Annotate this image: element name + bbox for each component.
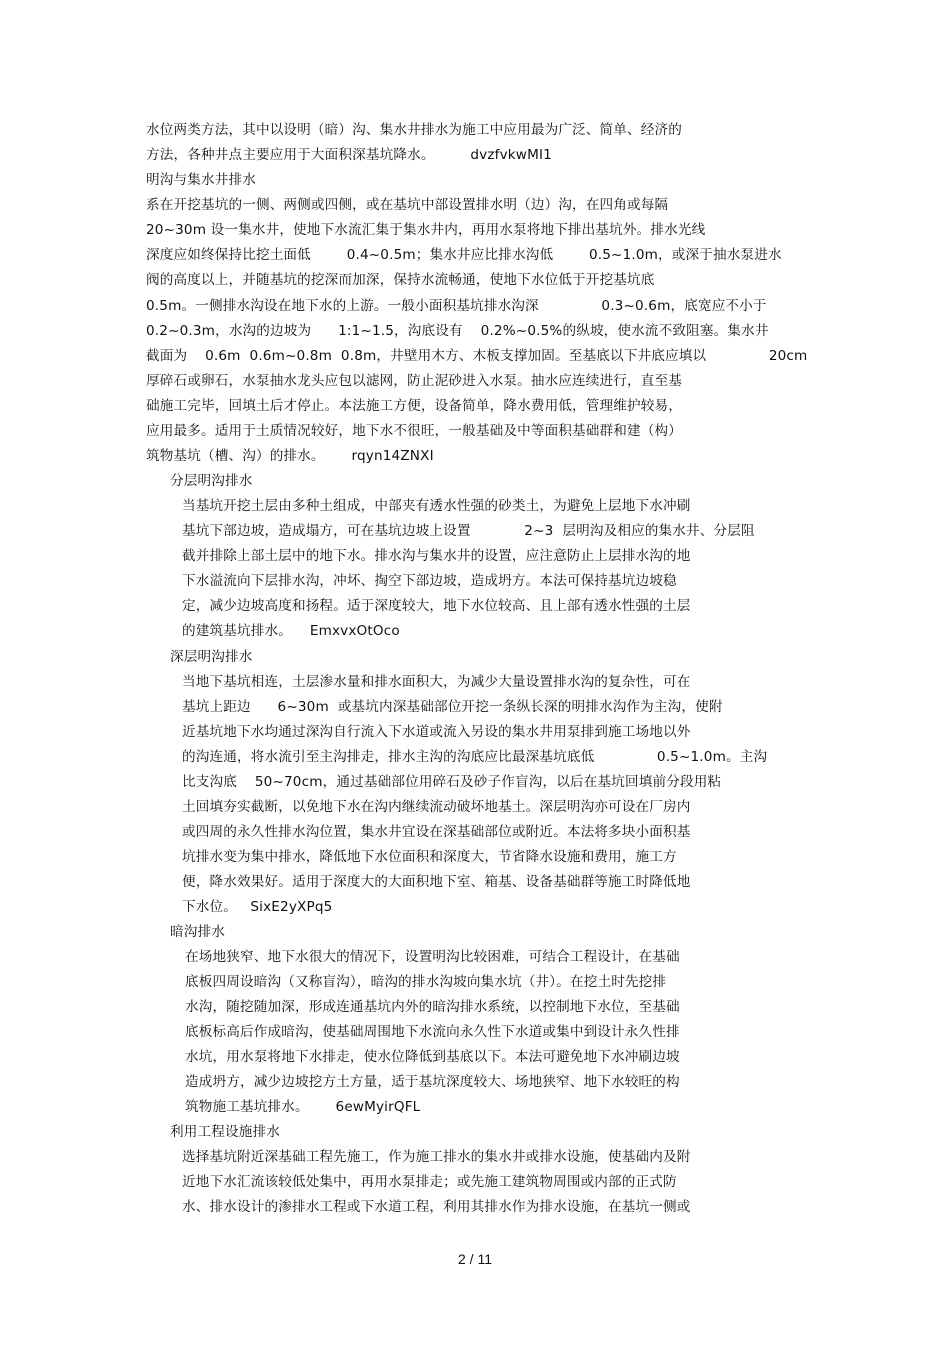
text-line: 阀的高度以上，并随基坑的挖深而加深，保持水流畅通，使地下水位低于开挖基坑底	[146, 272, 655, 288]
page-number: 2 / 11	[458, 1251, 492, 1267]
text-line: 应用最多。适用于土质情况较好，地下水不很旺，一般基础及中等面积基础群和建（构）	[146, 423, 683, 439]
text-line: 筑物施工基坑排水。 6ewMyirQFL	[185, 1099, 421, 1115]
text-line: 水沟，随挖随加深，形成连通基坑内外的暗沟排水系统，以控制地下水位，至基础	[185, 999, 680, 1015]
text-line: 的建筑基坑排水。 EmxvxOtOco	[182, 623, 400, 639]
text-line: 当基坑开挖土层由多种土组成，中部夹有透水性强的砂类土，为避免上层地下水冲刷	[182, 498, 691, 514]
section-heading: 明沟与集水井排水	[146, 172, 256, 188]
text-line: 截面为 0.6m 0.6m~0.8m 0.8m，井壁用木方、木板支撑加固。至基底以下井底应填以 20cm	[146, 348, 808, 364]
text-line: 0.5m。一侧排水沟设在地下水的上游。一般小面积基坑排水沟深 0.3~0.6m，底宽应不小于	[146, 298, 767, 314]
text-line: 方法，各种井点主要应用于大面积深基坑降水。 dvzfvkwMI1	[146, 147, 552, 163]
text-line: 底板四周设暗沟（又称盲沟），暗沟的排水沟坡向集水坑（井）。在挖土时先挖排	[185, 974, 667, 990]
text-line: 深度应如终保持比挖土面低 0.4~0.5m；集水井应比排水沟低 0.5~1.0m，或深于抽水泵进水	[146, 247, 782, 263]
text-line: 便，降水效果好。适用于深度大的大面积地下室、箱基、设备基础群等施工时降低地	[182, 874, 691, 890]
text-line: 下水溢流向下层排水沟，冲坏、掏空下部边坡，造成坍方。本法可保持基坑边坡稳	[182, 573, 677, 589]
text-line: 基坑上距边 6~30m 或基坑内深基础部位开挖一条纵长深的明排水沟作为主沟，使附	[182, 699, 723, 715]
text-line: 下水位。 SixE2yXPq5	[182, 899, 333, 915]
text-line: 基坑下部边坡，造成塌方，可在基坑边坡上设置 2~3 层明沟及相应的集水井、分层阻	[182, 523, 755, 539]
text-line: 定，减少边坡高度和扬程。适于深度较大，地下水位较高、且上部有透水性强的土层	[182, 598, 691, 614]
text-line: 比支沟底 50~70cm，通过基础部位用碎石及砂子作盲沟，以后在基坑回填前分段用粘	[182, 774, 722, 790]
text-line: 水位两类方法，其中以设明（暗）沟、集水井排水为施工中应用最为广泛、简单、经济的	[146, 122, 683, 138]
section-heading: 深层明沟排水	[170, 649, 253, 665]
text-line: 系在开挖基坑的一侧、两侧或四侧，或在基坑中部设置排水明（边）沟，在四角或每隔	[146, 197, 669, 213]
text-line: 近基坑地下水均通过深沟自行流入下水道或流入另设的集水井用泵排到施工场地以外	[182, 724, 691, 740]
text-line: 0.2~0.3m，水沟的边坡为 1:1~1.5，沟底设有 0.2%~0.5%的纵坡，使水流不致阻塞。集水井	[146, 323, 769, 339]
section-heading: 暗沟排水	[170, 924, 225, 940]
text-line: 在场地狭窄、地下水很大的情况下，设置明沟比较困难，可结合工程设计，在基础	[185, 949, 680, 965]
text-line: 坑排水变为集中排水，降低地下水位面积和深度大，节省降水设施和费用，施工方	[182, 849, 677, 865]
text-line: 近地下水汇流该较低处集中，再用水泵排走；或先施工建筑物周围或内部的正式防	[182, 1174, 677, 1190]
text-line: 20~30m 设一集水井，使地下水流汇集于集水井内，再用水泵将地下排出基坑外。排水光线	[146, 222, 706, 238]
text-line: 水坑，用水泵将地下水排走，使水位降低到基底以下。本法可避免地下水冲刷边坡	[185, 1049, 680, 1065]
text-line: 当地下基坑相连，土层渗水量和排水面积大，为减少大量设置排水沟的复杂性，可在	[182, 674, 691, 690]
text-line: 的沟连通，将水流引至主沟排走，排水主沟的沟底应比最深基坑底低 0.5~1.0m。主沟	[182, 749, 768, 765]
text-line: 截并排除上部土层中的地下水。排水沟与集水井的设置，应注意防止上层排水沟的地	[182, 548, 691, 564]
text-line: 厚碎石或卵石，水泵抽水龙头应包以滤网，防止泥砂进入水泵。抽水应连续进行，直至基	[146, 373, 683, 389]
text-line: 水、排水设计的渗排水工程或下水道工程，利用其排水作为排水设施，在基坑一侧或	[182, 1199, 691, 1215]
text-line: 土回填夯实截断，以免地下水在沟内继续流动破坏地基土。深层明沟亦可设在厂房内	[182, 799, 691, 815]
text-line: 选择基坑附近深基础工程先施工，作为施工排水的集水井或排水设施，使基础内及附	[182, 1149, 691, 1165]
section-heading: 利用工程设施排水	[170, 1124, 280, 1140]
text-line: 筑物基坑（槽、沟）的排水。 rqyn14ZNXI	[146, 448, 434, 464]
text-line: 造成坍方，减少边坡挖方土方量，适于基坑深度较大、场地狭窄、地下水较旺的构	[185, 1074, 680, 1090]
section-heading: 分层明沟排水	[170, 473, 253, 489]
text-line: 或四周的永久性排水沟位置，集水井宜设在深基础部位或附近。本法将多块小面积基	[182, 824, 691, 840]
text-line: 底板标高后作成暗沟，使基础周围地下水流向永久性下水道或集中到设计永久性排	[185, 1024, 680, 1040]
text-line: 础施工完毕，回填土后才停止。本法施工方便，设备简单，降水费用低，管理维护较易，	[146, 398, 683, 414]
